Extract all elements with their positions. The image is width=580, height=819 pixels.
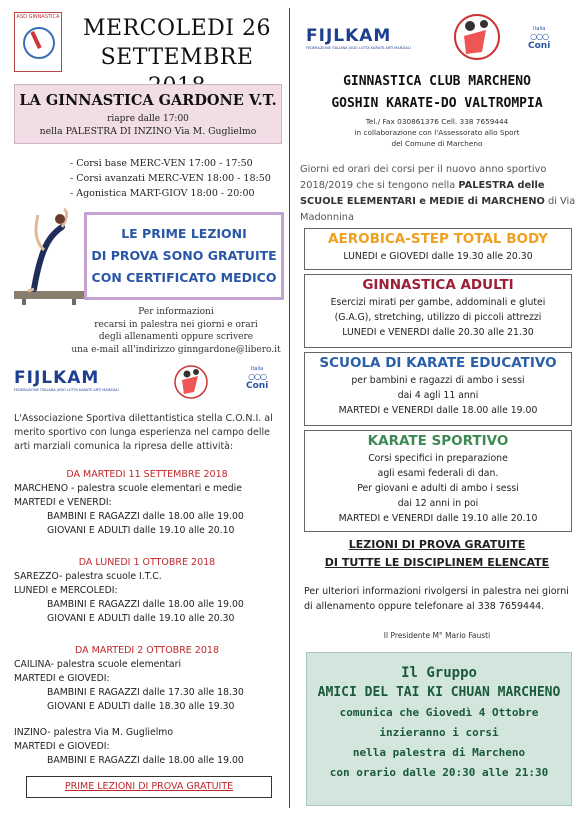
course-box-karate-sportivo: KARATE SPORTIVO Corsi specifici in preparazione agli esami federali di dan. Per giovani e adulti di ambo i sessi dai 12 anni in poi MARTEDI e VENERDI dalle 19.10 alle 20.10 bbox=[304, 430, 572, 532]
gardone-location: nella PALESTRA DI INZINO Via M. Guglielmo bbox=[39, 126, 257, 137]
club-title: GINNASTICA CLUB MARCHENO bbox=[343, 74, 531, 89]
judo-emblem-icon bbox=[174, 362, 208, 402]
course-title: KARATE SPORTIVO bbox=[367, 433, 509, 449]
schedule-days: MARTEDI e GIOVEDI: bbox=[14, 673, 110, 684]
schedule-row: BAMBINI E RAGAZZI dalle 18.00 alle 19.00 bbox=[47, 511, 244, 522]
olympic-rings-icon: ○○○ bbox=[530, 32, 549, 41]
schedule-sarezzo bbox=[14, 556, 284, 626]
course-item: - Corsi avanzati MERC-VEN 18:00 - 18:50 bbox=[70, 173, 271, 184]
schedule-row: GIOVANI E ADULTI dalle 19.10 alle 20.10 bbox=[47, 525, 235, 536]
judo-emblem-icon bbox=[452, 12, 502, 62]
schedule-place: SAREZZO- palestra scuole I.T.C. bbox=[14, 571, 162, 582]
course-item: - Corsi base MERC-VEN 17:00 - 17:50 bbox=[70, 158, 253, 169]
schedule-days: LUNEDI e MERCOLEDI: bbox=[14, 585, 118, 596]
karate-club-title: GOSHIN KARATE-DO VALTROMPIA bbox=[331, 96, 543, 111]
coni-logo: Italia ○○○ Coni bbox=[246, 366, 269, 391]
coni-logo-right: Italia ○○○ Coni bbox=[528, 26, 551, 51]
schedule-place: MARCHENO - palestra scuole elementari e medie bbox=[14, 483, 242, 494]
schedule-cailina bbox=[14, 644, 284, 714]
gardone-reopen-time: riapre dalle 17:00 bbox=[107, 114, 189, 124]
asd-announcement: L'Associazione Sportiva dilettantistica stella C.O.N.I. al merito sportivo con lunga esperienza nel campo delle arti marziali comunica la ripresa delle attività: bbox=[14, 413, 273, 452]
fijlkam-logo: FIJLKAM FEDERAZIONE ITALIANA JUDO LOTTA KARATE ARTI MARZIALI bbox=[14, 368, 119, 392]
free-lessons-box: LE PRIME LEZIONI DI PROVA SONO GRATUITE CON CERTIFICATO MEDICO bbox=[84, 212, 284, 300]
course-box-aerobica: AEROBICA-STEP TOTAL BODY LUNEDI e GIOVEDI dalle 19.30 alle 20.30 bbox=[304, 228, 572, 270]
schedule-date: DA MARTEDI 2 OTTOBRE 2018 bbox=[75, 645, 219, 656]
club-contacts: Tel./ Fax 030861376 Cell. 338 7659444 in collaborazione con l'Assessorato allo Sport del Comune di Marcheno bbox=[354, 117, 520, 148]
free-trial-lessons-box: PRIME LEZIONI DI PROVA GRATUITE bbox=[26, 776, 272, 798]
schedule-days: MARTEDI e GIOVEDI: bbox=[14, 741, 110, 752]
column-divider bbox=[289, 8, 290, 808]
schedule-row: BAMBINI E RAGAZZI dalle 18.00 alle 19.00 bbox=[47, 755, 244, 766]
season-intro: Giorni ed orari dei corsi per il nuovo anno sportivo 2018/2019 che si tengono nella PALESTRA delle SCUOLE ELEMENTARI e MEDIE di MARCHENO di Via Madonnina bbox=[300, 164, 576, 223]
course-item: - Agonistica MART-GIOV 18:00 - 20:00 bbox=[70, 188, 255, 199]
schedule-row: BAMBINI E RAGAZZI dalle 17.30 alle 18.30 bbox=[47, 687, 244, 698]
course-box-karate-educativo: SCUOLA DI KARATE EDUCATIVO per bambini e ragazzi di ambo i sessi dai 4 agli 11 anni MARTEDI e VENERDI dalle 18.00 alle 19.00 bbox=[304, 352, 572, 426]
course-title: SCUOLA DI KARATE EDUCATIVO bbox=[319, 355, 557, 371]
schedule-row: GIOVANI E ADULTI dalle 19.10 alle 20.30 bbox=[47, 613, 235, 624]
gardone-info: Per informazioni recarsi in palestra nei giorni e orari degli allenamenti oppure scrivere una e-mail all'indirizzo ginngardone@libero.it bbox=[71, 307, 281, 355]
left-logos-row bbox=[14, 362, 280, 402]
gardone-title: LA GINNASTICA GARDONE V.T. bbox=[19, 92, 277, 109]
fijlkam-logo-right: FIJLKAM FEDERAZIONE ITALIANA JUDO LOTTA KARATE ARTI MARZIALI bbox=[306, 26, 411, 50]
schedule-days: MARTEDI e VENERDI: bbox=[14, 497, 112, 508]
gardone-reopening-box bbox=[14, 84, 282, 144]
event-date-title: MERCOLEDI 26 SETTEMBRE bbox=[82, 16, 271, 70]
schedule-row: GIOVANI E ADULTI dalle 18.30 alle 19.30 bbox=[47, 701, 235, 712]
free-trial-heading: LEZIONI DI PROVA GRATUITE DI TUTTE LE DISCIPLINEM ELENCATE bbox=[324, 538, 550, 569]
olympic-rings-icon: ○○○ bbox=[248, 372, 267, 381]
schedule-inzino bbox=[14, 726, 284, 768]
course-box-ginnastica-adulti: GINNASTICA ADULTI Esercizi mirati per gambe, addominali e glutei (G.A.G), stretching, utilizzo di piccoli attrezzi LUNEDI e VENERDI dalle 20.30 alle 21.30 bbox=[304, 274, 572, 348]
course-title: GINNASTICA ADULTI bbox=[362, 277, 514, 293]
schedule-marcheno bbox=[14, 468, 284, 538]
gymnast-image bbox=[14, 205, 84, 305]
ginnastica-gardone-logo bbox=[14, 12, 62, 72]
tai-chi-announcement: Il Gruppo AMICI DEL TAI KI CHUAN MARCHENO comunica che Giovedì 4 Ottobre inzieranno i corsi nella palestra di Marcheno con orario dalle 20:30 alle 21:30 bbox=[306, 652, 572, 806]
schedule-row: BAMBINI E RAGAZZI dalle 18.00 alle 19.00 bbox=[47, 599, 244, 610]
logo-caption: ASD GINNASTICA bbox=[16, 14, 60, 20]
schedule-date: DA LUNEDI 1 OTTOBRE 2018 bbox=[78, 557, 216, 568]
course-title: AEROBICA-STEP TOTAL BODY bbox=[328, 231, 548, 247]
schedule-date: DA MARTEDI 11 SETTEMBRE 2018 bbox=[66, 469, 228, 480]
more-info-text: Per ulteriori informazioni rivolgersi in palestra nei giorni di allenamento oppure telefonare al 338 7659444. bbox=[304, 586, 569, 612]
president-signature: Il Presidente M° Mario Fausti bbox=[383, 631, 491, 640]
gardone-course-list bbox=[70, 156, 282, 201]
schedule-place: CAILINA- palestra scuole elementari bbox=[14, 659, 182, 670]
schedule-place: INZINO- palestra Via M. Guglielmo bbox=[14, 727, 174, 738]
